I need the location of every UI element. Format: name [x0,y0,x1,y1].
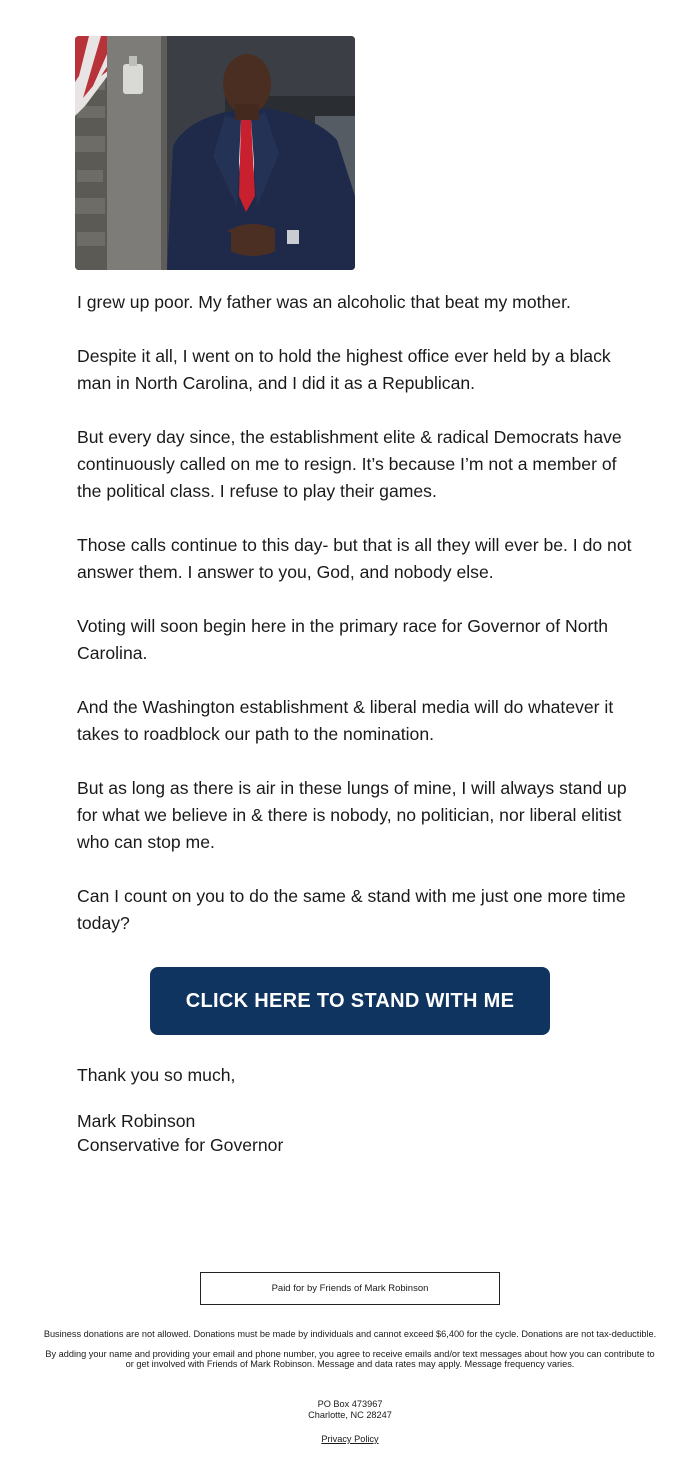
paid-for-disclaimer: Paid for by Friends of Mark Robinson [200,1272,500,1305]
privacy-policy-container [250,1434,450,1444]
signature-block [77,1109,637,1157]
cta-container [150,967,550,1035]
messaging-consent-disclaimer: By adding your name and providing your email and phone number, you agree to receive emails and/or text messages about how you can contribute to or get involved with Friends of Mark Robinson. Message and data rates may apply. Message frequency varies. [45,1348,655,1369]
closing-signature [77,1062,637,1157]
privacy-policy-link[interactable]: Privacy Policy [321,1434,379,1444]
letter-paragraph: Can I count on you to do the same & stand with me just one more time today? [77,886,626,933]
letter-paragraph: Despite it all, I went on to hold the highest office ever held by a black man in North Carolina, and I did it as a Republican. [77,346,611,393]
letter-paragraph: Voting will soon begin here in the primary race for Governor of North Carolina. [77,616,609,663]
letter-paragraph: But every day since, the establishment elite & radical Democrats have continuously called on me to resign. It’s because I’m not a member of the political class. I refuse to play their games. [77,427,622,501]
legal-disclaimer [40,1329,660,1379]
candidate-portrait-photo [75,36,355,270]
letter-paragraph: Those calls continue to this day- but that is all they will ever be. I do not answer them. I answer to you, God, and nobody else. [77,535,632,582]
letter-body [77,289,637,964]
mailing-address [200,1399,500,1420]
letter-paragraph: And the Washington establishment & liberal media will do whatever it takes to roadblock our path to the nomination. [77,697,614,744]
donation-disclaimer: Business donations are not allowed. Donations must be made by individuals and cannot exceed $6,400 for the cycle. Donations are not tax-deductible. [43,1329,657,1339]
address-line: Charlotte, NC 28247 [308,1409,392,1420]
signer-title: Conservative for Governor [77,1135,284,1155]
thanks-line: Thank you so much, [77,1065,236,1085]
letter-paragraph: But as long as there is air in these lungs of mine, I will always stand up for what we believe in & there is nobody, no politician, nor liberal elitist who can stop me. [77,778,627,852]
letter-paragraph: I grew up poor. My father was an alcoholic that beat my mother. [77,292,571,312]
signer-name: Mark Robinson [77,1111,196,1131]
stand-with-me-button[interactable]: CLICK HERE TO STAND WITH ME [150,967,550,1035]
address-line: PO Box 473967 [317,1399,383,1409]
